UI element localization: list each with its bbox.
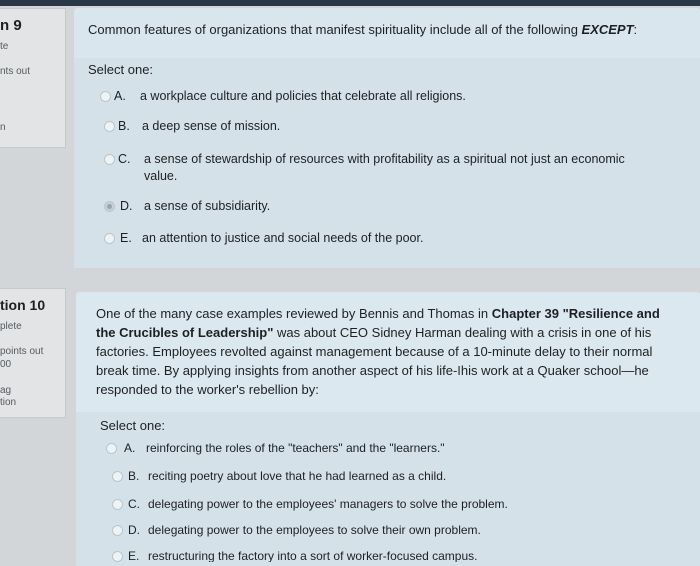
question-text: Common features of organizations that manifest spirituality include all of the following EXCEPT:	[88, 22, 638, 37]
question-10-card	[76, 292, 700, 566]
option-e-radio[interactable]	[112, 551, 123, 562]
option-e[interactable]: E. restructuring the factory into a sort of worker-focused campus.	[112, 548, 682, 562]
option-c-radio[interactable]	[112, 499, 123, 510]
flag-question-link-line2: tion	[0, 397, 17, 408]
option-b-radio[interactable]	[112, 471, 123, 482]
answer-block: Select one: A. a workplace culture and policies that celebrate all religions. B. a deep sense of mission. C. a sense of stewardship of resources with profitability as a spiritual not just an economic value. D. a sense of subsidiarity. E. an attention to justice and social needs of the poor.	[74, 58, 700, 268]
question-10-info	[0, 288, 66, 418]
flag-question-link[interactable]: ag	[0, 385, 12, 396]
question-marks-value: 00	[0, 359, 12, 370]
question-marks: nts out	[0, 66, 31, 77]
option-e-radio[interactable]	[104, 233, 115, 244]
question-status: plete	[0, 321, 22, 332]
question-number: tion 10	[0, 297, 46, 313]
question-9-info	[0, 8, 66, 148]
option-c-radio[interactable]	[104, 154, 115, 165]
option-a-radio[interactable]	[106, 443, 117, 454]
select-one-label: Select one:	[88, 62, 154, 77]
option-d-radio-selected[interactable]	[104, 201, 115, 212]
option-d-radio[interactable]	[112, 525, 123, 536]
question-marks: points out	[0, 346, 44, 357]
question-9-card	[74, 8, 700, 268]
question-text: One of the many case examples reviewed by Bennis and Thomas in Chapter 39 "Resilience and the Crucibles of Leadership" was about CEO Sidney Harman dealing with a crisis in one of his factories. Employees revolted against management because of a 10-minute delay to their normal break time. By applying insights from another aspect of his life-Ihis work at a Quaker school—he responded to the worker's rebellion by:	[96, 306, 660, 397]
text-cursor-icon: -I	[452, 363, 461, 378]
select-one-label: Select one:	[100, 418, 166, 433]
flag-question-link[interactable]: n	[0, 122, 6, 133]
answer-block: Select one: A. reinforcing the roles of the "teachers" and the "learners." B. reciting poetry about love that he had learned as a child. C. delegating power to the employees' managers to solve the problem. D. delegating power to the employees to solve their own problem. E. restructuring the factory into a sort of worker-focused campus.	[76, 412, 700, 566]
option-a-radio[interactable]	[100, 91, 111, 102]
option-b-radio[interactable]	[104, 121, 115, 132]
question-number: n 9	[0, 17, 22, 34]
question-status: te	[0, 41, 9, 52]
top-bar	[0, 0, 700, 6]
